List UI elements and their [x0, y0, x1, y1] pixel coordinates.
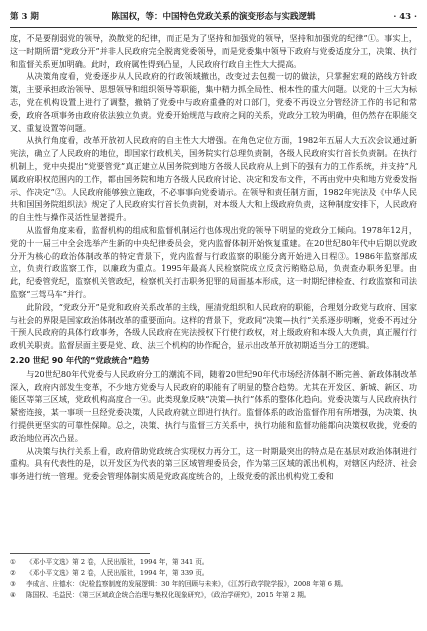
body-text [10, 32, 417, 483]
footnote-text: 陈国权、毛益民：《第三区域政企统合治理与集权化现象研究》，《政治学研究》，2015 年第 2 期。 [26, 591, 311, 599]
footnotes [10, 557, 417, 601]
paragraph: 从执行角度看，改革开放初人民政府的自主性大大增强。在角色定位方面，1982年五届人大五次会议通过新宪法，确立了人民政府的地位，即国家行政机关，国务院实行总理负责制，各级人民政府实行首长负责制。在执行机制上，党中央提出“党要管党”真正建立从国务院到地方各级人民政府从上到下的强有力的工作系统，并支持“凡属政府职权范围内的工作，都由国务院和地方各级人民政府讨论、决定和发布文件，不再由党中央和地方党委发指示、作决定”②。人民政府能够独立施政，不必事事向党委请示。在领导和责任制方面，1982年宪法及《中华人民共和国国务院组织法》规定了人民政府实行首长负责制，对本级人大和上级政府负责，这种制度安排下，人民政府的自主性与操作灵活性显著提升。 [10, 135, 417, 223]
page-number: · 43 · [393, 12, 417, 22]
paragraph: 从决策角度看，党委逐步从人民政府的行政领域撤出，改变过去包揽一切的做法，只掌握宏观的路线方针政策，主要承担政治领导、思想领导和组织领导等职能，集中精力抓全局性、根本性的重大问题。以党的十三大为标志，党在机构设置上进行了调整，撤销了党委中与政府重叠的对口部门，党委不再设立分管经济工作的书记和常委，政府各项事务由政府依法独立负责。党委开始规范与政府之间的关系，党政分工较为明确，但仍然存在职能交叉、重复设置等问题。 [10, 71, 417, 133]
footnote-mark: ④ [10, 591, 16, 599]
paragraph: 度，不是要削弱党的领导，涣散党的纪律，而正是为了坚持和加强党的领导，坚持和加强党的纪律”①。事实上，这一时期所谓“党政分开”并非人民政府完全脱离党委领导，而是党委集中领导下政府与党委适度分工，决策、执行和监督关系更加明确。此时，政府属性得到凸显，人民政府行政自主性大大提高。 [10, 33, 417, 69]
issue-label: 第 3 期 [10, 12, 39, 22]
footnote-rule [10, 553, 150, 554]
footnote [10, 579, 417, 590]
paragraph: 从决策与执行关系上看，政府借助党政统合实现权力再分工，这一时期最突出的特点是在基层对政治体制进行重构。具有代表性的是，以开发区为代表的第三区域管理委员会，作为第三区域的派出机构，对辖区内经济、社会事务进行统一管理。党委会管理体制实质是党政高度统合的，上级党委的派出机构党工委和 [10, 445, 417, 482]
footnote-text: 《邓小平文选》第 2 卷，人民出版社，1994 年，第 341 页。 [26, 558, 209, 566]
footnote-mark: ① [10, 558, 16, 566]
running-title: 陈国权，等：中国特色党政关系的演变形态与实践逻辑 [111, 12, 316, 22]
footnote [10, 568, 417, 579]
footnote-text: 李成言、庄德水：《纪检监察制度的发展逻辑：30 年的回顾与未来》，《江苏行政学院学报》，2008 年第 6 期。 [26, 580, 348, 588]
paragraph: 与20世纪80年代党委与人民政府分工的潮流不同，随着20世纪90年代市场经济体制不断完善、新政体制改革深入，政府内部发生变革，不少地方党委与人民政府的职能有了明显的整合趋势。尤其在开发区、新城、新区、功能区等第三区域，党政机构高度合一④。此类现象反映“决策—执行”体系的整体化趋向。党委决策与人民政府执行紧密连接，某一事项一旦经党委决策，人民政府就立即进行执行。监督体系的政治监督作用有所增强，为决策、执行提供更坚实的可靠性保障。总之，决策、执行与监督三方关系中，执行功能和监督功能都向决策权收拢，党委的政治地位再次凸显。 [10, 368, 417, 443]
footnote-text: 《邓小平文选》第 2 卷，人民出版社，1994 年，第 339 页。 [26, 569, 209, 577]
paragraph: 此阶段，“党政分开”是党和政府关系改革的主线，厘清党组织和人民政府的职能，合理划分政党与政府、国家与社会的界限是国家政治体制改革的重要面向。这样的背景下，党政间“决策—执行”关系逐步明晰，党委不再过分干预人民政府的具体行政事务，各级人民政府在宪法授权下行使行政权，对上级政府和本级人大负责，真正履行行政机关职责。监督层面主要是党、政、法三个机构的协作配合，显示出改革开放初期适当分工的逻辑。 [10, 301, 417, 351]
footnote [10, 557, 417, 568]
footnote-mark: ③ [10, 580, 16, 588]
page-header [10, 10, 417, 24]
footnote [10, 590, 417, 601]
paragraph: 从监督角度来看，监督机构的组成和监督机制运行也体现出党的领导下明显的党政分工倾向。1978年12月，党的十一届三中全会选举产生新的中央纪律委员会，党内监督体制开始恢复重建。在20世纪80年代中后期以党政分开为核心的政治体制改革的特定背景下，党内监督与行政监察的职能分离开始进入日程③。1986年监察部成立，负责行政监察工作，以廉政为重点。1995年最高人民检察院成立反贪污贿赂总局，负责查办职务犯罪。由此，纪委管党纪，监察机关管政纪，检察机关打击职务犯罪的局面基本形成，这一时期纪律检查、行政监察和司法监察“三驾马车”并行。 [10, 224, 417, 299]
section-heading: 2.20 世纪 90 年代的“党政统合”趋势 [10, 354, 150, 365]
header-rule [10, 27, 417, 28]
footnote-mark: ② [10, 569, 16, 577]
